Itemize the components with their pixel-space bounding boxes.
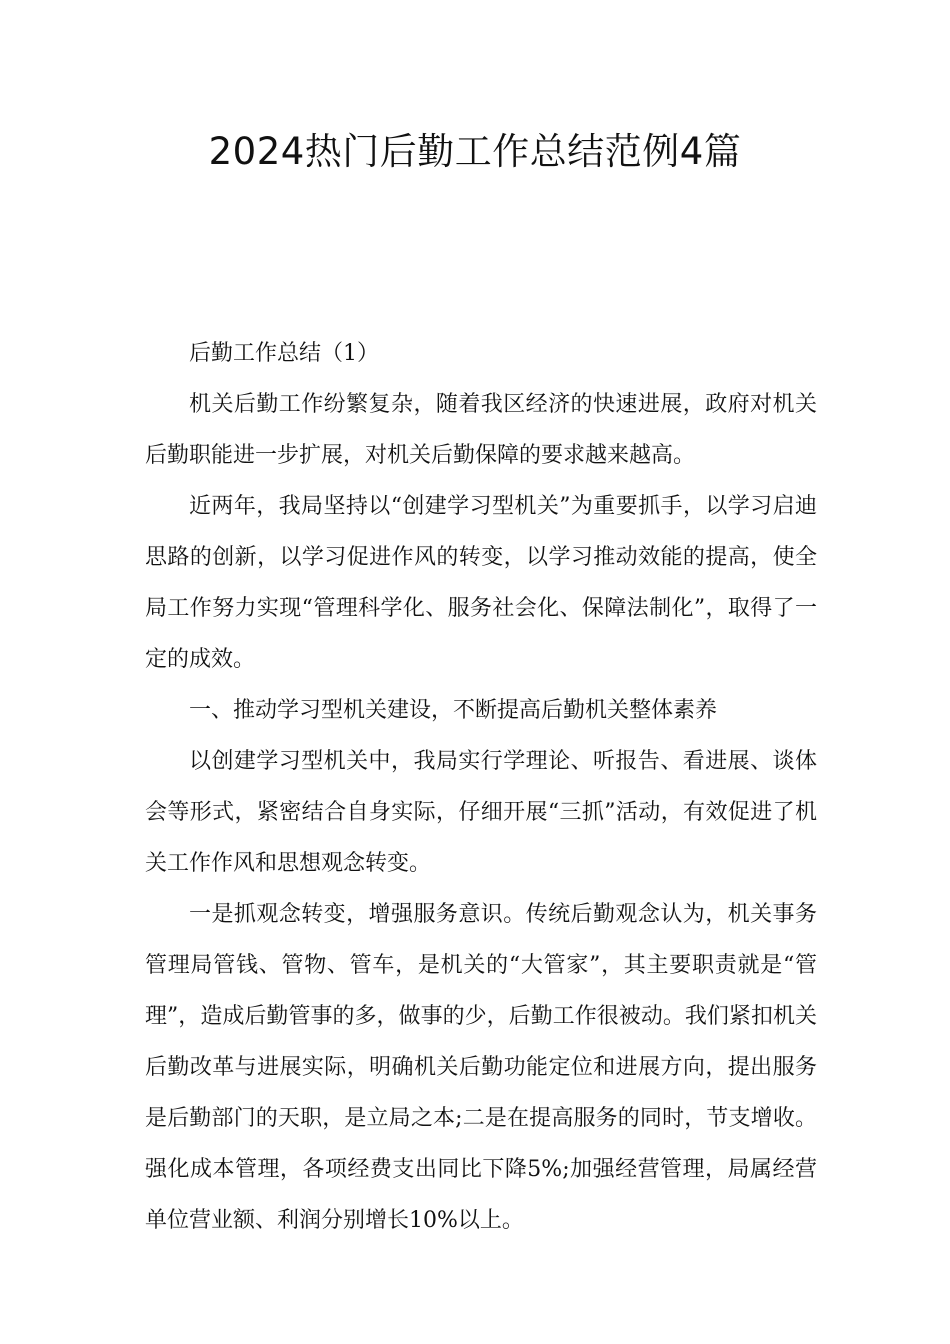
section-heading: 一、推动学习型机关建设，不断提高后勤机关整体素养: [189, 698, 718, 723]
document-body: [145, 328, 817, 1246]
section-heading: 后勤工作总结（1）: [189, 341, 379, 366]
document-title: 2024热门后勤工作总结范例4篇: [208, 130, 742, 173]
paragraph: 近两年，我局坚持以“创建学习型机关”为重要抓手，以学习启迪思路的创新，以学习促进作风的转变，以学习推动效能的提高，使全局工作努力实现“管理科学化、服务社会化、保障法制化”，取得了一定的成效。: [145, 494, 817, 672]
paragraph: 以创建学习型机关中，我局实行学理论、听报告、看进展、谈体会等形式，紧密结合自身实际，仔细开展“三抓”活动，有效促进了机关工作作风和思想观念转变。: [145, 749, 817, 876]
paragraph: 一是抓观念转变，增强服务意识。传统后勤观念认为，机关事务管理局管钱、管物、管车，是机关的“大管家”，其主要职责就是“管理”，造成后勤管事的多，做事的少，后勤工作很被动。我们紧扣机关后勤改革与进展实际，明确机关后勤功能定位和进展方向，提出服务是后勤部门的天职，是立局之本;二是在提高服务的同时，节支增收。强化成本管理，各项经费支出同比下降5%;加强经营管理，局属经营单位营业额、利润分别增长10%以上。: [145, 902, 817, 1233]
paragraph: 机关后勤工作纷繁复杂，随着我区经济的快速进展，政府对机关后勤职能进一步扩展，对机关后勤保障的要求越来越高。: [145, 392, 817, 468]
